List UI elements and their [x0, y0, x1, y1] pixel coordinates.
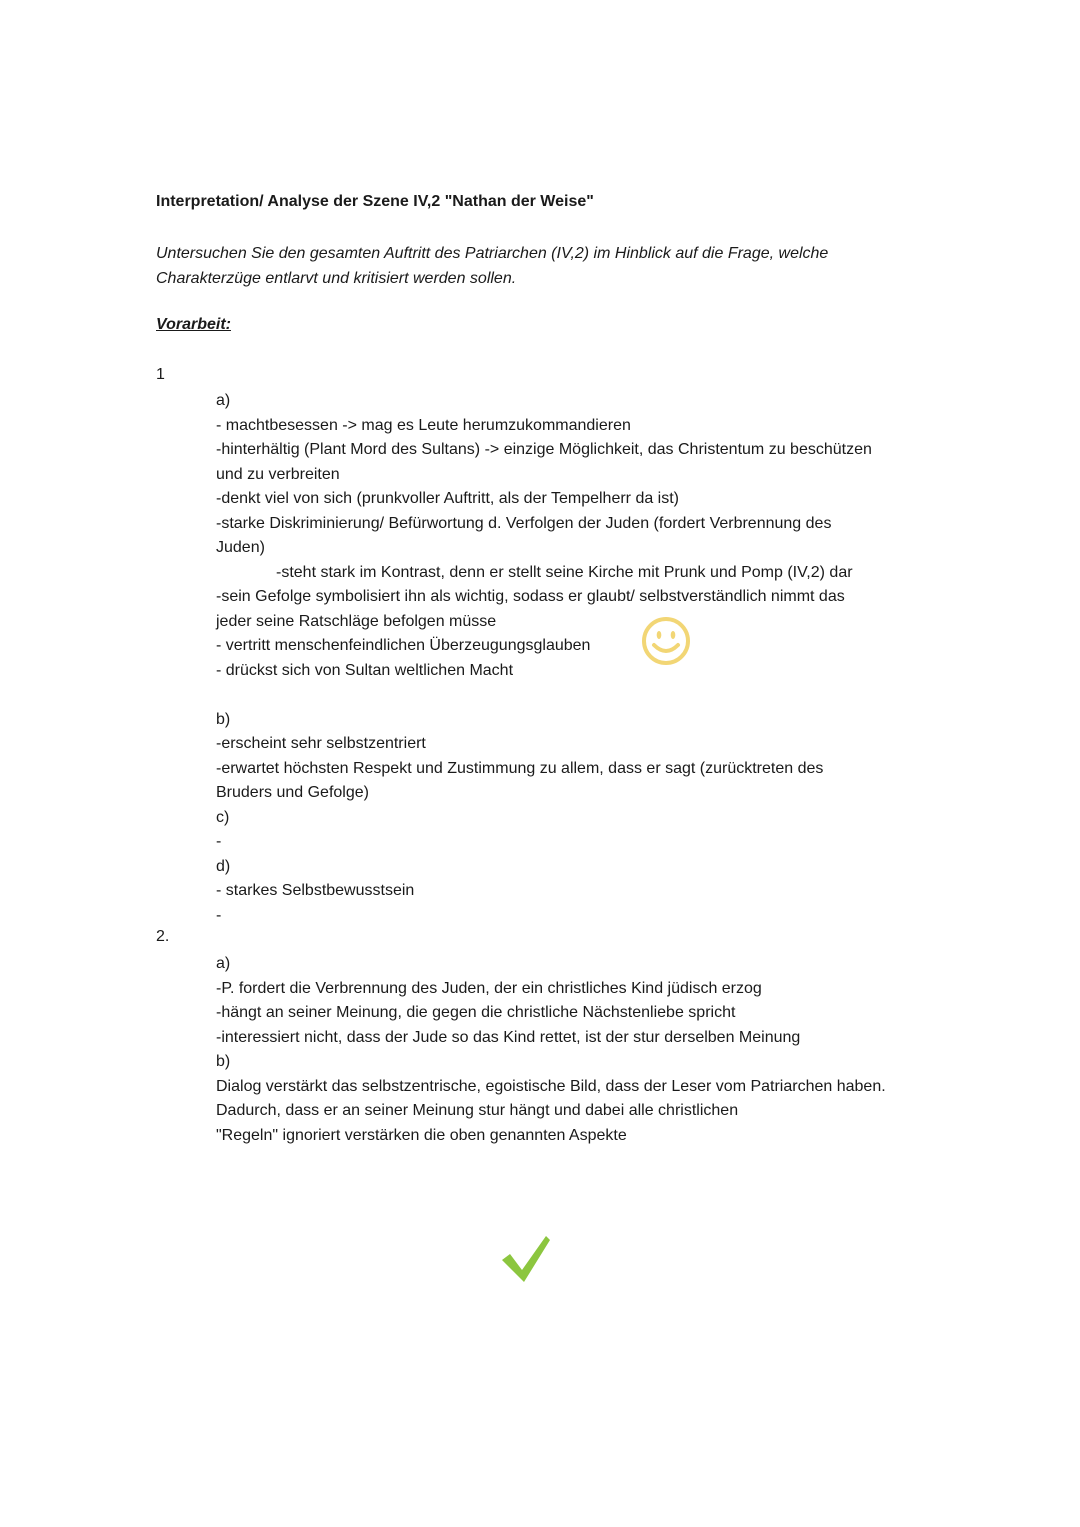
- note-line: -starke Diskriminierung/ Befürwortung d. Verfolgen der Juden (fordert Verbrennung des: [216, 514, 832, 532]
- checkmark-icon: [500, 1232, 552, 1284]
- note-line: -: [216, 833, 222, 850]
- section-1-notes: [216, 389, 936, 928]
- note-line: [216, 683, 936, 708]
- note-line: b): [216, 1053, 231, 1070]
- note-line: -hinterhältig (Plant Mord des Sultans) -> einzige Möglichkeit, das Christentum zu beschützen: [216, 441, 872, 458]
- note-line: -steht stark im Kontrast, denn er stellt seine Kirche mit Prunk und Pomp (IV,2) dar: [276, 563, 853, 581]
- page-title: Interpretation/ Analyse der Szene IV,2 "Nathan der Weise": [156, 193, 594, 210]
- section-number-1: 1: [156, 366, 165, 383]
- note-line: -P. fordert die Verbrennung des Juden, der ein christliches Kind jüdisch erzog: [216, 979, 762, 997]
- note-line: - vertritt menschenfeindlichen Überzeugungsglauben: [216, 637, 591, 654]
- note-line: d): [216, 857, 231, 875]
- section-2-notes: [216, 952, 936, 1148]
- note-line: Bruders und Gefolge): [216, 784, 369, 801]
- note-line: -erwartet höchsten Respekt und Zustimmung zu allem, dass er sagt (zurücktreten des: [216, 759, 824, 777]
- note-line: und zu verbreiten: [216, 465, 340, 483]
- prep-heading: Vorarbeit:: [156, 316, 231, 333]
- note-line: -: [216, 906, 222, 924]
- note-line: Dadurch, dass er an seiner Meinung stur hängt und dabei alle christlichen: [216, 1102, 739, 1119]
- note-line: c): [216, 808, 230, 826]
- section-number-2: 2.: [156, 928, 170, 945]
- note-line: a): [216, 955, 231, 972]
- note-line: -interessiert nicht, dass der Jude so das Kind rettet, ist der stur derselben Meinung: [216, 1028, 801, 1046]
- note-line: -sein Gefolge symbolisiert ihn als wichtig, sodass er glaubt/ selbstverständlich nimmt das: [216, 588, 845, 605]
- note-line: Juden): [216, 539, 265, 556]
- note-line: -erscheint sehr selbstzentriert: [216, 735, 426, 752]
- note-line: -hängt an seiner Meinung, die gegen die christliche Nächstenliebe spricht: [216, 1004, 736, 1021]
- note-line: - starkes Selbstbewusstsein: [216, 882, 415, 899]
- note-line: jeder seine Ratschläge befolgen müsse: [216, 612, 497, 630]
- task-statement: Untersuchen Sie den gesamten Auftritt des Patriarchen (IV,2) im Hinblick auf die Frage, welche Charakterzüge entlarvt und kritisiert werden sollen.: [156, 245, 829, 287]
- note-line: -denkt viel von sich (prunkvoller Auftritt, als der Tempelherr da ist): [216, 490, 680, 507]
- note-line: a): [216, 392, 231, 409]
- smiley-icon: [640, 615, 692, 667]
- note-line: b): [216, 710, 231, 728]
- note-line: - machtbesessen -> mag es Leute herumzukommandieren: [216, 416, 631, 434]
- note-line: Dialog verstärkt das selbstzentrische, egoistische Bild, dass der Leser vom Patriarchen haben.: [216, 1077, 886, 1095]
- note-line: - drückst sich von Sultan weltlichen Macht: [216, 661, 514, 679]
- note-line: "Regeln" ignoriert verstärken die oben genannten Aspekte: [216, 1126, 627, 1144]
